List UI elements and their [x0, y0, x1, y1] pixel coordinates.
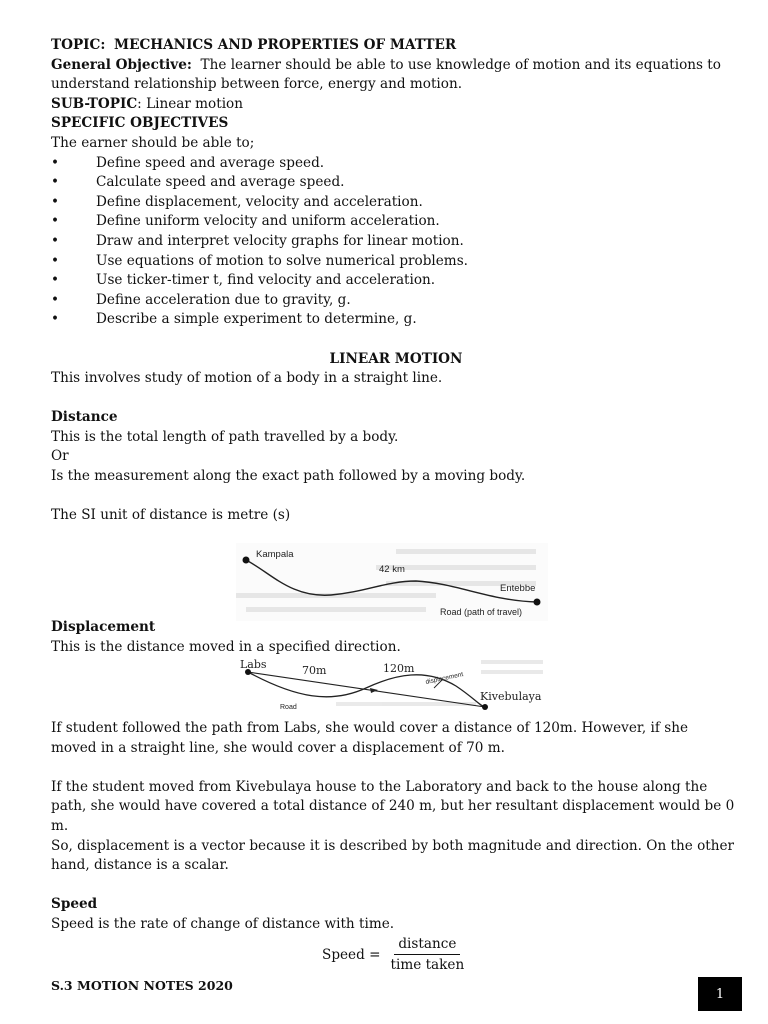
general-objective-label: General Objective: — [51, 56, 192, 73]
objective-text: Define uniform velocity and uniform acceleration. — [96, 213, 440, 230]
displacement-section — [51, 618, 741, 657]
road-label: Road — [280, 704, 297, 711]
objective-text: Define acceleration due to gravity, g. — [96, 291, 351, 308]
displacement-heading — [51, 618, 741, 638]
objective-item — [51, 212, 741, 232]
formula-lhs: Speed = — [322, 946, 381, 963]
spacer — [51, 487, 741, 507]
distance-si-unit: The SI unit of distance is metre (s) — [51, 507, 291, 524]
paragraph-line: So, displacement is a vector because it is described by both magnitude and direction. On the other — [51, 837, 735, 854]
objective-text: Use ticker-timer t, find velocity and acceleration. — [96, 272, 436, 289]
bullet-icon: • — [51, 193, 60, 210]
objective-item — [51, 154, 741, 174]
objective-item — [51, 310, 741, 330]
fraction — [387, 936, 469, 973]
objectives-intro: The earner should be able to; — [51, 134, 255, 151]
spacer — [51, 389, 741, 409]
objective-item — [51, 232, 741, 252]
end-point — [482, 704, 488, 710]
distance-or: Or — [51, 448, 69, 465]
displacement-label: displacement — [424, 671, 464, 686]
general-objective-line-1 — [51, 56, 741, 76]
topic-title: MECHANICS AND PROPERTIES OF MATTER — [114, 37, 457, 53]
distance-70m-label: 70m — [302, 664, 327, 677]
objective-item — [51, 271, 741, 291]
numerator: distance — [394, 936, 460, 955]
arrow-icon — [370, 688, 378, 693]
bullet-icon: • — [51, 272, 60, 289]
subtopic-label: SUB-TOPIC — [51, 95, 138, 112]
section-title-text: LINEAR MOTION — [329, 350, 463, 367]
speed-heading-text: Speed — [51, 896, 98, 913]
objective-text: Define speed and average speed. — [96, 154, 325, 171]
objective-item — [51, 291, 741, 311]
bullet-icon: • — [51, 232, 60, 249]
bullet-icon: • — [51, 291, 60, 308]
bullet-icon: • — [51, 213, 60, 230]
bullet-icon: • — [51, 311, 60, 328]
distance-120m-label: 120m — [383, 662, 415, 675]
speed-formula — [322, 936, 468, 973]
linear-motion-desc: This involves study of motion of a body in a straight line. — [51, 370, 443, 387]
denominator: time taken — [390, 957, 465, 973]
subtopic-line — [51, 95, 741, 115]
objective-text: Calculate speed and average speed. — [96, 174, 345, 191]
paragraph-line: path, she would have covered a total distance of 240 m, but her resultant displacement would be 0 — [51, 798, 735, 815]
displacement-def: This is the distance moved in a specified direction. — [51, 638, 401, 655]
kivebulaya-label: Kivebulaya — [480, 690, 542, 703]
subtopic-text: : Linear motion — [137, 95, 243, 112]
general-objective-line-2: understand relationship between force, energy and motion. — [51, 76, 463, 93]
specific-objectives-heading-text: SPECIFIC OBJECTIVES — [51, 115, 229, 132]
labs-label: Labs — [240, 658, 267, 671]
speed-def: Speed is the rate of change of distance with time. — [51, 915, 395, 932]
start-point — [243, 557, 250, 564]
paragraph-line: hand, distance is a scalar. — [51, 857, 229, 874]
objective-text: Define displacement, velocity and acceleration. — [96, 193, 423, 210]
paragraph-line: moved in a straight line, she would cover a displacement of 70 m. — [51, 739, 505, 756]
distance-def-1: This is the total length of path travelled by a body. — [51, 428, 399, 445]
end-point — [534, 599, 541, 606]
topic-line — [51, 36, 741, 56]
road-label: Road (path of travel) — [440, 607, 523, 617]
bullet-icon: • — [51, 174, 60, 191]
section-title — [51, 350, 741, 370]
spacer — [51, 330, 741, 350]
paragraph-line: m. — [51, 817, 69, 834]
objective-text: Draw and interpret velocity graphs for linear motion. — [96, 232, 464, 249]
distance-def-2: Is the measurement along the exact path followed by a moving body. — [51, 468, 526, 485]
displacement-explanation — [51, 719, 741, 935]
kampala-entebbe-figure — [236, 543, 548, 621]
speed-heading — [51, 895, 741, 915]
distance-heading-text: Distance — [51, 409, 118, 426]
footer-title: S.3 MOTION NOTES 2020 — [51, 978, 233, 993]
general-objective-text-1: The learner should be able to use knowledge of motion and its equations to — [200, 56, 721, 73]
objective-item — [51, 173, 741, 193]
spacer — [51, 876, 741, 896]
distance-42km-label: 42 km — [379, 564, 405, 575]
page-number: 1 — [698, 977, 742, 1011]
notes-body — [51, 36, 741, 526]
spacer — [51, 758, 741, 778]
entebbe-label: Entebbe — [500, 583, 536, 594]
paragraph-line: If student followed the path from Labs, she would cover a distance of 120m. However, if she — [51, 720, 689, 736]
bullet-icon: • — [51, 154, 60, 171]
topic-label: TOPIC: — [51, 37, 106, 53]
labs-kivebulaya-figure — [236, 656, 548, 716]
paragraph-line: If the student moved from Kivebulaya house to the Laboratory and back to the house along the — [51, 778, 708, 795]
kampala-label: Kampala — [256, 549, 294, 560]
objective-text: Use equations of motion to solve numerical problems. — [96, 252, 468, 269]
specific-objectives-heading — [51, 114, 741, 134]
distance-heading — [51, 408, 741, 428]
bullet-icon: • — [51, 252, 60, 269]
displacement-heading-text: Displacement — [51, 619, 156, 635]
objective-item — [51, 193, 741, 213]
objective-item — [51, 252, 741, 272]
objective-text: Describe a simple experiment to determine, g. — [96, 311, 417, 328]
